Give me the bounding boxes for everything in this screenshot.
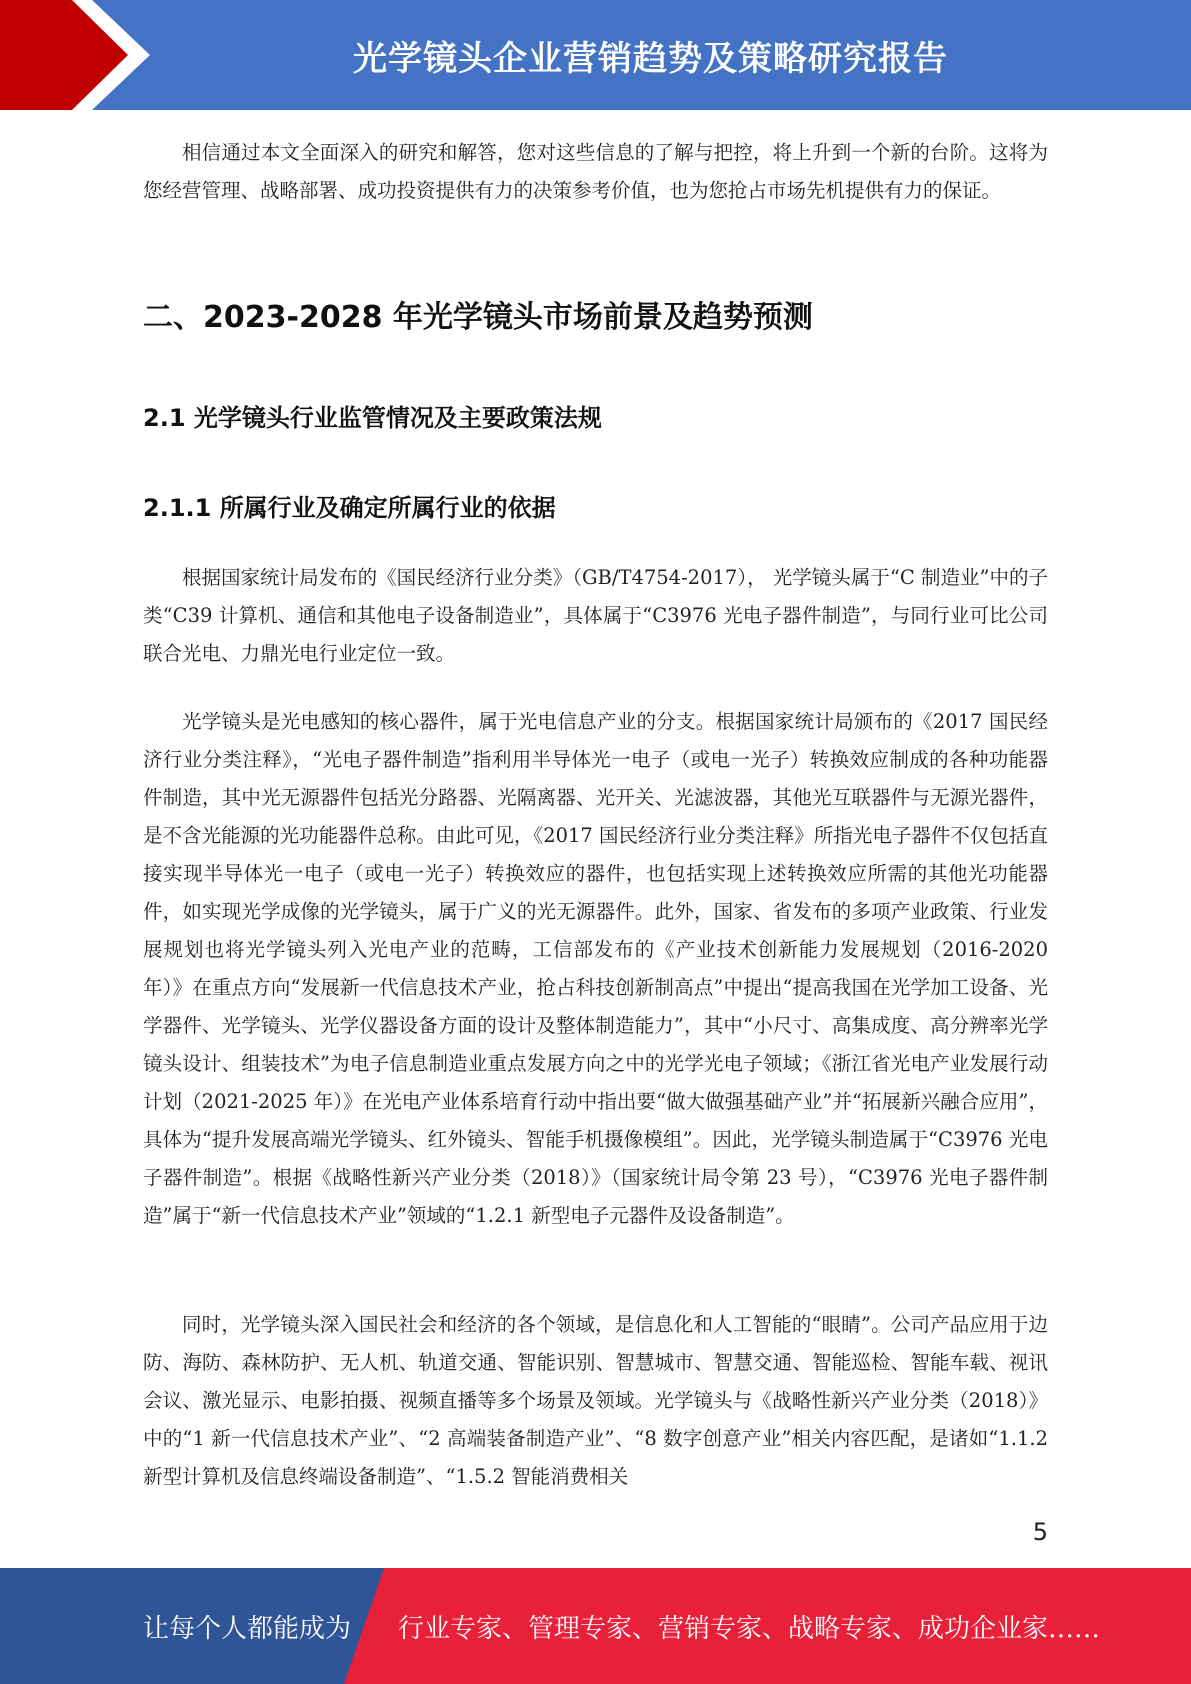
page-header [0, 0, 1191, 110]
intro-paragraph: 相信通过本文全面深入的研究和解答，您对这些信息的了解与把控，将上升到一个新的台阶。这将为您经营管理、战略部署、成功投资提供有力的决策参考价值，也为您抢占市场先机提供有力的保证。 [143, 141, 1048, 202]
header-arrow-decoration [0, 0, 160, 110]
page-number: 5 [1032, 1518, 1048, 1546]
footer-slogan-left: 让每个人都能成为 [143, 1613, 352, 1644]
footer-slogan-right: 行业专家、管理专家、营销专家、战略专家、成功企业家…… [398, 1613, 1101, 1644]
subsubsection-title: 2.1.1 所属行业及确定所属行业的依据 [143, 494, 556, 522]
body-paragraph: 根据国家统计局发布的《国民经济行业分类》（GB/T4754-2017）， 光学镜头属于“C 制造业”中的子类“C39 计算机、通信和其他电子设备制造业”，具体属于“C3976 光电子器件制造”，与同行业可比公司联合光电、力鼎光电行业定位一致。 [143, 566, 1048, 665]
section-title: 二、2023-2028 年光学镜头市场前景及趋势预测 [143, 300, 813, 335]
subsection-title: 2.1 光学镜头行业监管情况及主要政策法规 [143, 404, 602, 432]
report-title: 光学镜头企业营销趋势及策略研究报告 [353, 38, 948, 79]
body-paragraph: 同时，光学镜头深入国民社会和经济的各个领域，是信息化和人工智能的“眼睛”。公司产品应用于边防、海防、森林防护、无人机、轨道交通、智能识别、智慧城市、智慧交通、智能巡检、智能车载、视讯会议、激光显示、电影拍摄、视频直播等多个场景及领域。光学镜头与《战略性新兴产业分类（2018）》中的“1 新一代信息技术产业”、“2 高端装备制造产业”、“8 数字创意产业”相关内容匹配，是诸如“1.1.2 新型计算机及信息终端设备制造”、“1.5.2 智能消费相关 [143, 1313, 1048, 1488]
page-footer [0, 1568, 1191, 1684]
body-paragraph: 光学镜头是光电感知的核心器件，属于光电信息产业的分支。根据国家统计局颁布的《2017 国民经济行业分类注释》，“光电子器件制造”指利用半导体光一电子（或电一光子）转换效应制成的各种功能器件制造，其中光无源器件包括光分路器、光隔离器、光开关、光滤波器，其他光互联器件与无源光器件，是不含光能源的光功能器件总称。由此可见，《2017 国民经济行业分类注释》所指光电子器件不仅包括直接实现半导体光一电子（或电一光子）转换效应的器件，也包括实现上述转换效应所需的其他光功能器件，如实现光学成像的光学镜头，属于广义的光无源器件。此外，国家、省发布的多项产业政策、行业发展规划也将光学镜头列入光电产业的范畴，工信部发布的《产业技术创新能力发展规划（2016-2020 年）》在重点方向“发展新一代信息技术产业，抢占科技创新制高点”中提出“提高我国在光学加工设备、光学器件、光学镜头、光学仪器设备方面的设计及整体制造能力”，其中“小尺寸、高集成度、高分辨率光学镜头设计、组装技术”为电子信息制造业重点发展方向之中的光学光电子领域；《浙江省光电产业发展行动计划（2021-2025 年）》在光电产业体系培育行动中指出要“做大做强基础产业”并“拓展新兴融合应用”，具体为“提升发展高端光学镜头、红外镜头、智能手机摄像模组”。因此，光学镜头制造属于“C3976 光电子器件制造”。根据《战略性新兴产业分类（2018）》（国家统计局令第 23 号），“C3976 光电子器件制造”属于“新一代信息技术产业”领域的“1.2.1 新型电子元器件及设备制造”。 [143, 710, 1048, 1227]
